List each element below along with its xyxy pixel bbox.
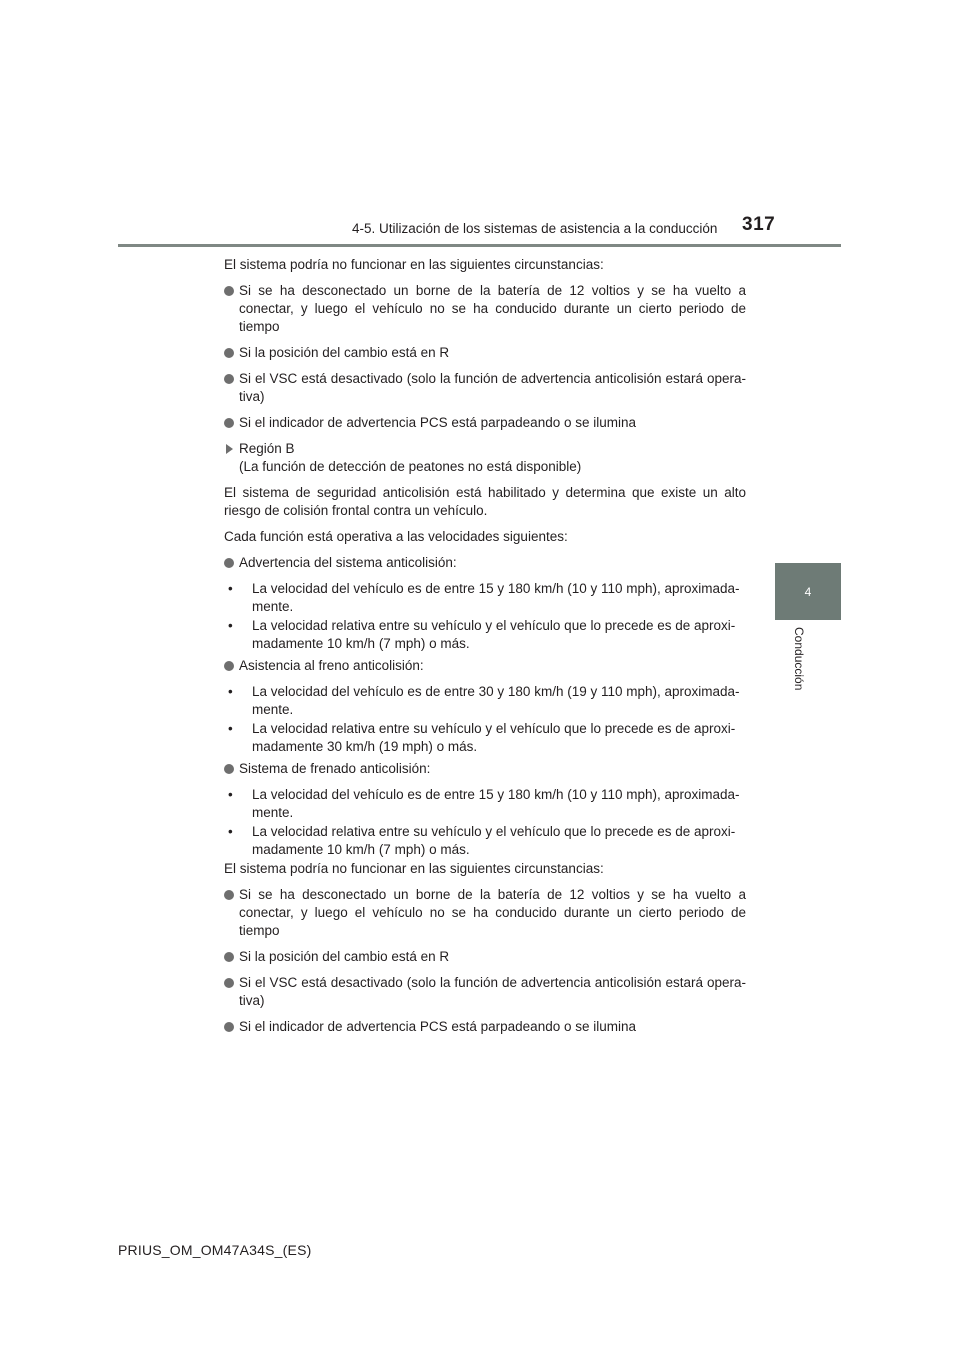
list-item-text: Si la posición del cambio está en R [239, 949, 450, 964]
bullet-circle-icon [224, 764, 234, 774]
header-divider [118, 244, 841, 247]
page-content [224, 256, 746, 1044]
page-number: 317 [742, 214, 776, 235]
speeds-intro: Cada función está operativa a las velocidades siguientes: [224, 529, 568, 544]
list-item [224, 1018, 746, 1036]
function-conditions [224, 786, 746, 859]
list-item [224, 282, 746, 336]
bullet-circle-icon [224, 348, 234, 358]
bullet-circle-icon [224, 661, 234, 671]
function-title: Sistema de frenado anticolisión: [239, 761, 431, 776]
chapter-tab-number: 4 [804, 584, 812, 599]
condition-item [224, 786, 746, 822]
bullet-circle-icon [224, 890, 234, 900]
list-item-text: Si el VSC está desactivado (solo la función de advertencia anticolisión estará opera-tiva) [239, 975, 746, 1008]
bullet-dot-icon: • [228, 618, 233, 633]
function-title: Asistencia al freno anticolisión: [239, 658, 424, 673]
region-heading [224, 440, 746, 476]
list-item [224, 974, 746, 1010]
condition-item [224, 683, 746, 719]
bullet-circle-icon [224, 374, 234, 384]
list-item-text: Si se ha desconectado un borne de la batería de 12 voltios y se ha vuelto a conectar, y luego el vehículo no se ha conducido durante un cierto periodo de tiempo [239, 887, 746, 938]
list-item-text: Si la posición del cambio está en R [239, 345, 450, 360]
arrow-right-icon [226, 444, 233, 454]
header-section-title: 4-5. Utilización de los sistemas de asistencia a la conducción [352, 221, 718, 236]
list-item-text: Si el indicador de advertencia PCS está parpadeando o se ilumina [239, 1019, 636, 1034]
bullet-dot-icon: • [228, 824, 233, 839]
list-item [224, 370, 746, 406]
bullet-dot-icon: • [228, 721, 233, 736]
bullet-circle-icon [224, 418, 234, 428]
region-title: Región B [239, 441, 295, 456]
circumstances-intro: El sistema podría no funcionar en las siguientes circunstancias: [224, 257, 604, 272]
function-conditions [224, 683, 746, 756]
function-item [224, 760, 746, 778]
list-item [224, 948, 746, 966]
circumstances-intro: El sistema podría no funcionar en las siguientes circunstancias: [224, 861, 604, 876]
bullet-circle-icon [224, 1022, 234, 1032]
list-item [224, 414, 746, 432]
condition-item [224, 823, 746, 859]
condition-item [224, 720, 746, 756]
bullet-circle-icon [224, 952, 234, 962]
region-paragraph: El sistema de seguridad anticolisión está habilitado y determina que existe un alto riesgo de colisión frontal contra un vehículo. [224, 485, 746, 518]
bullet-circle-icon [224, 286, 234, 296]
list-item-text: Si el indicador de advertencia PCS está parpadeando o se ilumina [239, 415, 636, 430]
condition-text: La velocidad del vehículo es de entre 15 y 180 km/h (10 y 110 mph), aproximada-mente. [252, 787, 740, 820]
condition-text: La velocidad del vehículo es de entre 30 y 180 km/h (19 y 110 mph), aproximada-mente. [252, 684, 740, 717]
chapter-tab-label: Conducción [792, 627, 806, 691]
function-item [224, 657, 746, 675]
condition-text: La velocidad relativa entre su vehículo y el vehículo que lo precede es de aproxi-madamente 10 km/h (7 mph) o más. [252, 824, 736, 857]
condition-text: La velocidad relativa entre su vehículo y el vehículo que lo precede es de aproxi-madamente 30 km/h (19 mph) o más. [252, 721, 736, 754]
bullet-dot-icon: • [228, 684, 233, 699]
condition-item [224, 580, 746, 616]
condition-text: La velocidad del vehículo es de entre 15 y 180 km/h (10 y 110 mph), aproximada-mente. [252, 581, 740, 614]
list-item-text: Si se ha desconectado un borne de la batería de 12 voltios y se ha vuelto a conectar, y luego el vehículo no se ha conducido durante un cierto periodo de tiempo [239, 283, 746, 334]
bullet-dot-icon: • [228, 581, 233, 596]
region-note: (La función de detección de peatones no está disponible) [239, 459, 582, 474]
bullet-circle-icon [224, 978, 234, 988]
list-item-text: Si el VSC está desactivado (solo la función de advertencia anticolisión estará opera-tiva) [239, 371, 746, 404]
list-item [224, 344, 746, 362]
bullet-circle-icon [224, 558, 234, 568]
document-code: PRIUS_OM_OM47A34S_(ES) [118, 1242, 312, 1258]
bullet-dot-icon: • [228, 787, 233, 802]
condition-text: La velocidad relativa entre su vehículo y el vehículo que lo precede es de aproxi-madamente 10 km/h (7 mph) o más. [252, 618, 736, 651]
function-title: Advertencia del sistema anticolisión: [239, 555, 457, 570]
condition-item [224, 617, 746, 653]
chapter-tab[interactable] [775, 563, 841, 620]
list-item [224, 886, 746, 940]
function-conditions [224, 580, 746, 653]
function-item [224, 554, 746, 572]
